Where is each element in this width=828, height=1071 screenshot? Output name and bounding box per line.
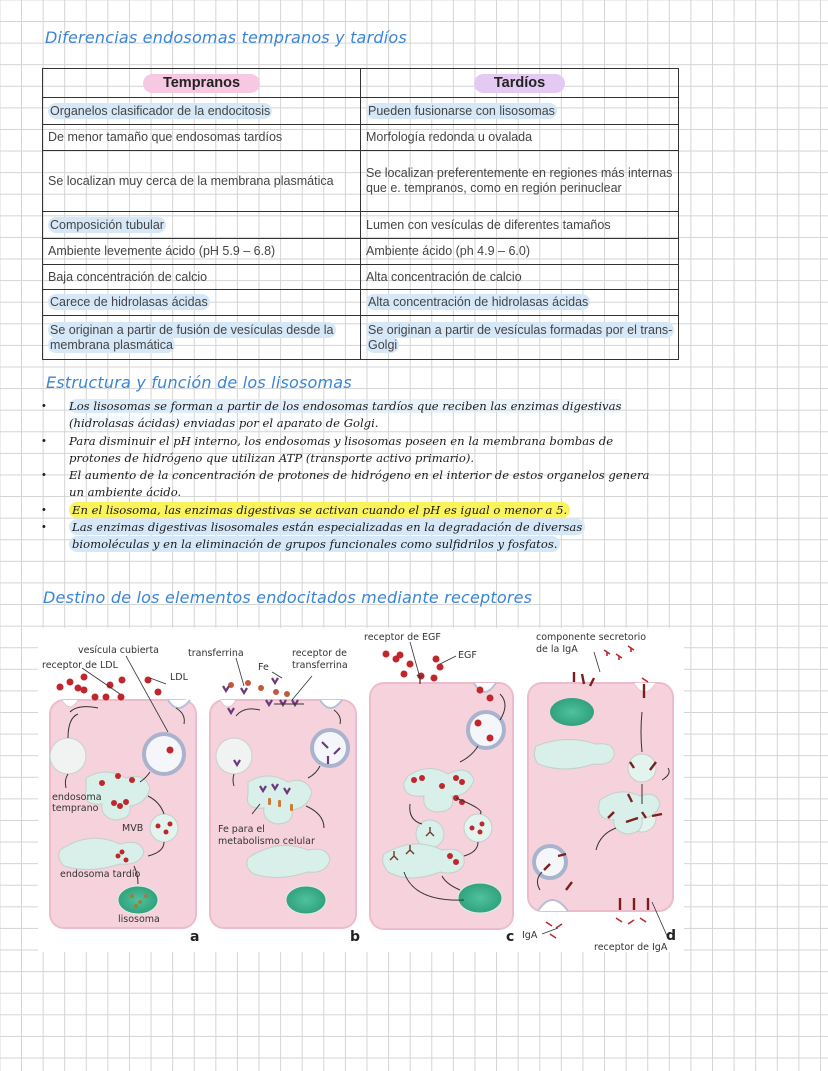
- endosome-comparison-table: [42, 68, 679, 360]
- cell-tardios: [361, 239, 679, 265]
- label-early-endosome-1: endosoma: [52, 792, 102, 803]
- cell-tardios: [361, 316, 679, 360]
- bullet-icon: •: [42, 469, 46, 482]
- list-item: [42, 502, 662, 519]
- list-item: [42, 467, 662, 502]
- label-egf: EGF: [458, 650, 477, 661]
- cell-tempranos: [43, 125, 361, 151]
- label-transferrin-receptor-2: transferrina: [292, 660, 348, 671]
- list-item: [42, 398, 662, 433]
- cell-tempranos: [43, 151, 361, 212]
- cell-tardios: [361, 212, 679, 239]
- cell-text: Baja concentración de calcio: [48, 269, 208, 284]
- cell-tardios: [361, 290, 679, 316]
- label-coated-vesicle: vesícula cubierta: [78, 645, 159, 656]
- label-secretory-component-2: de la IgA: [536, 644, 578, 655]
- table-row: [43, 316, 679, 360]
- table-row: [43, 265, 679, 290]
- panel-letter-d: d: [666, 928, 677, 944]
- cell-tempranos: [43, 265, 361, 290]
- cell-text: Se localizan preferentemente en regiones más internas que e. tempranos, como en región perinuclear: [366, 166, 673, 195]
- bullet-icon: •: [42, 434, 46, 447]
- table-row: [43, 212, 679, 239]
- section-title-endosomes: Diferencias endosomas tempranos y tardíos: [45, 28, 407, 47]
- cell-text: De menor tamaño que endosomas tardíos: [48, 130, 283, 144]
- label-late-endosome: endosoma tardío: [60, 869, 141, 880]
- bullet-text: El aumento de la concentración de protones de hidrógeno en el interior de estos organelos genera un ambiente ácido.: [69, 468, 650, 500]
- panel-letter-a: a: [190, 929, 200, 945]
- figure-illustration: [38, 628, 684, 952]
- bullet-text: Los lisosomas se forman a partir de los endosomas tardíos que reciben las enzimas digestivas (hidrolasas ácidas) enviadas por el aparato de Golgi.: [69, 399, 622, 431]
- cell-text: Alta concentración de calcio: [366, 269, 522, 284]
- cell-text: Carece de hidrolasas ácidas: [50, 295, 208, 309]
- cell-text: Se originan a partir de vesículas formadas por el trans-Golgi: [368, 322, 673, 352]
- cell-text: Lumen con vesículas de diferentes tamaños: [366, 217, 611, 232]
- label-iga-receptor: receptor de IgA: [594, 942, 668, 952]
- section-title-lysosomes: Estructura y función de los lisosomas: [46, 373, 352, 392]
- label-iga: IgA: [522, 930, 538, 941]
- header-tardios: [361, 69, 679, 98]
- label-secretory-component-1: componente secretorio: [536, 632, 647, 643]
- cell-text: Organelos clasificador de la endocitosis: [50, 103, 271, 118]
- label-ldl-receptor: receptor de LDL: [42, 660, 118, 671]
- label-egf-receptor: receptor de EGF: [364, 632, 441, 643]
- panel-letter-c: c: [506, 929, 515, 945]
- bullet-text: Para disminuir el pH interno, los endosomas y lisosomas poseen en la membrana bombas de protones de hidrógeno que utilizan ATP (transporte activo primario).: [69, 433, 614, 465]
- label-lysosome: lisosoma: [118, 914, 160, 925]
- table-row: [43, 151, 679, 212]
- label-fe: Fe: [258, 662, 269, 673]
- cell-tempranos: [43, 316, 361, 360]
- cell-text: Pueden fusionarse con lisosomas: [368, 103, 555, 118]
- header-tardios-label: Tardíos: [474, 74, 565, 93]
- table-row: [43, 239, 679, 265]
- cell-tardios: [361, 151, 679, 212]
- header-tempranos-label: Tempranos: [143, 74, 260, 93]
- cell-text: Ambiente levemente ácido (pH 5.9 – 6.8): [48, 244, 276, 258]
- label-ldl: LDL: [170, 672, 188, 683]
- panel-c: [364, 632, 514, 945]
- cell-tardios: [361, 125, 679, 151]
- bullet-text-highlighted: En el lisosoma, las enzimas digestivas se activan cuando el pH es igual o menor a 5.: [69, 502, 570, 518]
- bullet-icon: •: [42, 400, 46, 412]
- label-fe-metabolism-2: metabolismo celular: [218, 836, 315, 847]
- cell-tardios: [361, 98, 679, 125]
- receptor-endocytosis-figure: [38, 628, 684, 952]
- table-row: [43, 125, 679, 151]
- label-mvb: MVB: [122, 823, 144, 834]
- cell-text: Composición tubular: [50, 217, 164, 232]
- label-transferrin: transferrina: [188, 648, 244, 659]
- lysosome-bullet-list: [42, 398, 662, 554]
- bullet-icon: •: [42, 503, 46, 516]
- cell-tempranos: [43, 290, 361, 316]
- label-early-endosome-2: temprano: [52, 803, 99, 814]
- cell-tardios: [361, 265, 679, 290]
- table-header-row: [43, 69, 679, 98]
- list-item: [42, 433, 662, 468]
- panel-a: [42, 645, 199, 945]
- label-transferrin-receptor-1: receptor de: [292, 648, 347, 659]
- label-fe-metabolism-1: Fe para el: [218, 824, 265, 835]
- cell-text: Se localizan muy cerca de la membrana plasmática: [48, 173, 334, 188]
- panel-d: [522, 632, 676, 952]
- cell-text: Alta concentración de hidrolasas ácidas: [368, 295, 589, 309]
- section-title-receptor-fate: Destino de los elementos endocitados mediante receptores: [43, 588, 533, 607]
- table-row: [43, 290, 679, 316]
- bullet-text-highlighted: Las enzimas digestivas lisosomales están especializadas en la degradación de diversas biomoléculas y en la eliminación de grupos funcionales como sulfidrilos y fosfatos.: [69, 519, 585, 552]
- table-row: [43, 98, 679, 125]
- panel-letter-b: b: [350, 929, 361, 945]
- bullet-icon: •: [42, 521, 46, 534]
- cell-text: Se originan a partir de fusión de vesículas desde la membrana plasmática: [50, 322, 334, 352]
- list-item: [42, 519, 662, 554]
- cell-text: Ambiente ácido (ph 4.9 – 6.0): [366, 244, 530, 258]
- cell-text: Morfología redonda u ovalada: [366, 130, 533, 144]
- cell-tempranos: [43, 98, 361, 125]
- header-tempranos: [43, 69, 361, 98]
- panel-b: [188, 648, 360, 945]
- cell-tempranos: [43, 212, 361, 239]
- cell-tempranos: [43, 239, 361, 265]
